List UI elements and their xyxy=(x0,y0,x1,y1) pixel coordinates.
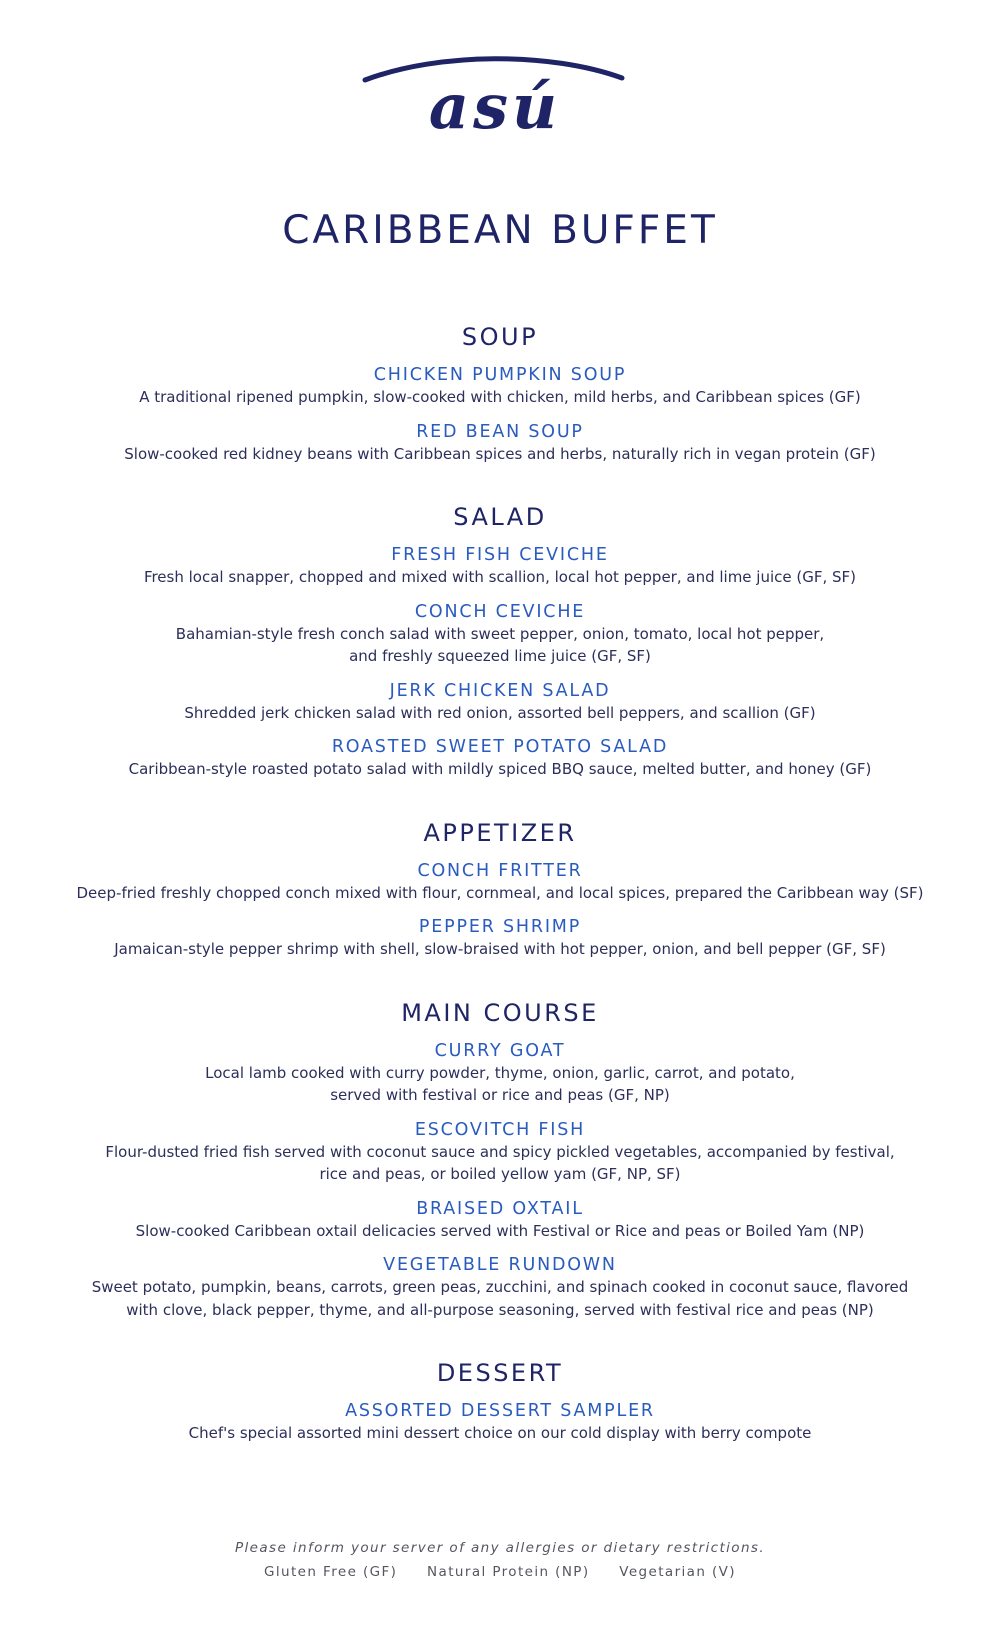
section-soup xyxy=(0,322,1000,465)
brand-logo xyxy=(360,48,630,138)
item-description: Shredded jerk chicken salad with red onion, assorted bell peppers, and scallion (GF) xyxy=(184,703,816,722)
item-name: RED BEAN SOUP xyxy=(416,421,584,442)
section-title: DESSERT xyxy=(436,1359,564,1387)
item-description: Sweet potato, pumpkin, beans, carrots, green peas, zucchini, and spinach cooked in coconut sauce, flavored with clove, black pepper, thyme, and all-purpose seasoning, served with festival rice and peas (NP) xyxy=(91,1278,909,1319)
menu-item xyxy=(0,1400,1000,1445)
item-description: Slow-cooked red kidney beans with Caribbean spices and herbs, naturally rich in vegan protein (GF) xyxy=(124,444,876,463)
allergy-note: Please inform your server of any allergies or dietary restrictions. xyxy=(234,1540,766,1556)
menu-item xyxy=(0,736,1000,781)
legend-vegetarian: Vegetarian (V) xyxy=(619,1564,736,1580)
item-name: CONCH CEVICHE xyxy=(414,601,586,622)
section-appetizer xyxy=(0,818,1000,961)
dietary-legend xyxy=(0,1560,1000,1584)
menu-item xyxy=(0,364,1000,409)
item-name: ROASTED SWEET POTATO SALAD xyxy=(331,737,669,757)
item-description: Flour-dusted fried fish served with coconut sauce and spicy pickled vegetables, accompanied by festival, rice and peas, or boiled yellow yam (GF, NP, SF) xyxy=(105,1142,895,1183)
item-description: Chef's special assorted mini dessert choice on our cold display with berry compote xyxy=(188,1424,812,1442)
menu-item xyxy=(0,1119,1000,1186)
item-name: FRESH FISH CEVICHE xyxy=(391,545,609,565)
menu-item xyxy=(0,860,1000,905)
menu-sections xyxy=(0,322,1000,1482)
logo-wordmark: asú xyxy=(428,70,562,138)
menu-item xyxy=(0,421,1000,466)
section-dessert xyxy=(0,1358,1000,1445)
item-description: Local lamb cooked with curry powder, thyme, onion, garlic, carrot, and potato, served with festival or rice and peas (GF, NP) xyxy=(205,1063,795,1104)
item-name: JERK CHICKEN SALAD xyxy=(389,680,611,701)
item-name: VEGETABLE RUNDOWN xyxy=(383,1255,617,1275)
menu-item xyxy=(0,1040,1000,1107)
item-name: ASSORTED DESSERT SAMPLER xyxy=(345,1401,655,1421)
item-description: A traditional ripened pumpkin, slow-cooked with chicken, mild herbs, and Caribbean spices (GF) xyxy=(139,388,861,406)
menu-item xyxy=(0,1254,1000,1321)
section-title: MAIN COURSE xyxy=(401,998,599,1027)
legend-natural-protein: Natural Protein (NP) xyxy=(427,1564,590,1580)
legend-gluten-free: Gluten Free (GF) xyxy=(264,1564,398,1580)
menu-item xyxy=(0,544,1000,589)
section-title: SOUP xyxy=(461,323,539,351)
footer xyxy=(0,1536,1000,1584)
item-name: CURRY GOAT xyxy=(434,1040,566,1061)
item-description: Deep-fried freshly chopped conch mixed with flour, cornmeal, and local spices, prepared the Caribbean way (SF) xyxy=(76,883,924,902)
section-title: APPETIZER xyxy=(423,818,577,847)
section-title: SALAD xyxy=(453,503,547,531)
item-description: Bahamian-style fresh conch salad with sweet pepper, onion, tomato, local hot pepper, and freshly squeezed lime juice (GF, SF) xyxy=(175,624,825,665)
item-description: Slow-cooked Caribbean oxtail delicacies served with Festival or Rice and peas or Boiled Yam (NP) xyxy=(135,1221,865,1240)
menu-item xyxy=(0,601,1000,668)
menu-item xyxy=(0,1198,1000,1243)
item-name: BRAISED OXTAIL xyxy=(416,1198,584,1219)
item-description: Caribbean-style roasted potato salad with mildly spiced BBQ sauce, melted butter, and honey (GF) xyxy=(128,760,872,778)
item-description: Fresh local snapper, chopped and mixed with scallion, local hot pepper, and lime juice (GF, SF) xyxy=(143,568,857,586)
menu-item xyxy=(0,916,1000,961)
item-name: CHICKEN PUMPKIN SOUP xyxy=(373,365,627,385)
page-title: CARIBBEAN BUFFET xyxy=(282,208,718,253)
item-name: CONCH FRITTER xyxy=(417,860,583,881)
section-main-course xyxy=(0,998,1000,1322)
item-name: PEPPER SHRIMP xyxy=(418,917,582,937)
item-name: ESCOVITCH FISH xyxy=(414,1119,586,1140)
section-salad xyxy=(0,502,1000,781)
menu-item xyxy=(0,680,1000,725)
item-description: Jamaican-style pepper shrimp with shell, slow-braised with hot pepper, onion, and bell pepper (GF, SF) xyxy=(114,940,886,958)
